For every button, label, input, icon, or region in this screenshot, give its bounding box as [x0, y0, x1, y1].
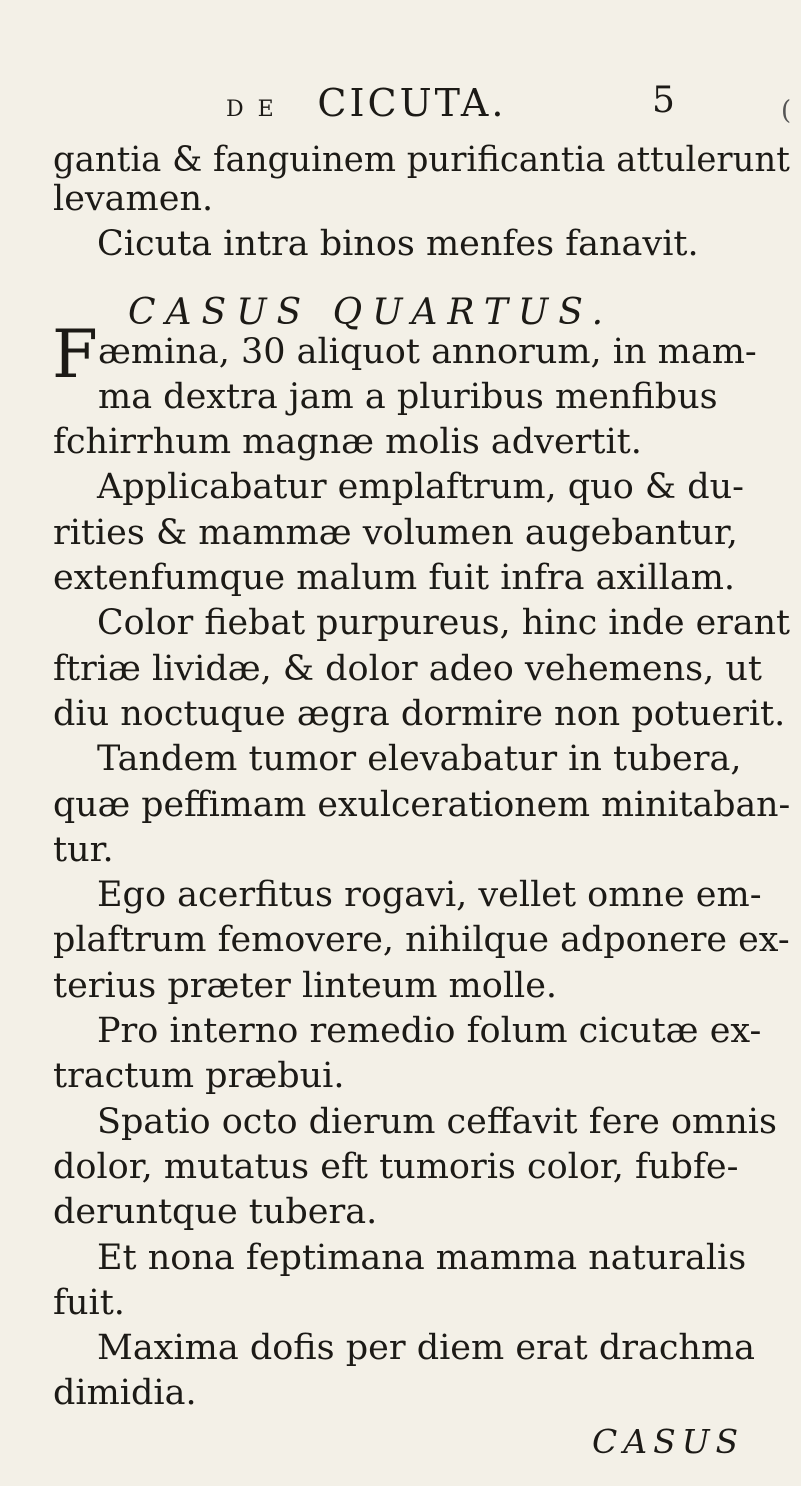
catchword: CASUS	[592, 1422, 745, 1461]
text-line: Pro interno remedio folum cicutæ ex-	[97, 1011, 762, 1051]
text-line: Ego acerfitus rogavi, vellet omne em-	[97, 875, 762, 915]
text-line: fuit.	[53, 1283, 125, 1323]
text-line: Spatio octo dierum ceffavit fere omnis	[97, 1102, 777, 1142]
text-line: extenfumque malum fuit infra axillam.	[53, 558, 736, 598]
text-line: quæ peffimam exulcerationem minitaban-	[53, 785, 791, 825]
text-line: gantia & fanguinem purificantia attulerunt	[53, 140, 790, 180]
text-line: rities & mammæ volumen augebantur,	[53, 513, 738, 553]
text-line: diu noctuque ægra dormire non potuerit.	[53, 694, 786, 734]
text-line: deruntque tubera.	[53, 1192, 378, 1232]
text-line: ma dextra jam a pluribus menfibus	[98, 377, 718, 417]
text-line: dimidia.	[53, 1373, 197, 1413]
running-head-prefix: DE	[226, 97, 288, 122]
text-line: tractum præbui.	[53, 1056, 345, 1096]
text-line: dolor, mutatus eft tumoris color, fubfe-	[53, 1147, 739, 1187]
text-line: Cicuta intra binos menfes fanavit.	[97, 224, 699, 264]
text-line: ftriæ lividæ, & dolor adeo vehemens, ut	[53, 649, 762, 689]
text-line: Et nona feptimana mamma naturalis	[97, 1238, 747, 1278]
text-line: tur.	[53, 830, 114, 870]
text-line: levamen.	[53, 179, 214, 219]
drop-cap: F	[52, 316, 98, 393]
text-line: fchirrhum magnæ molis advertit.	[53, 422, 642, 462]
text-line: plaftrum femovere, nihilque adponere ex-	[53, 920, 790, 960]
text-line: Tandem tumor elevabatur in tubera,	[97, 739, 742, 779]
text-line: terius præter linteum molle.	[53, 966, 558, 1006]
page-number: 5	[652, 80, 675, 121]
text-line: Color fiebat purpureus, hinc inde erant	[97, 603, 791, 643]
running-head-title: CICUTA.	[317, 81, 507, 125]
text-line: æmina, 30 aliquot annorum, in mam-	[98, 332, 757, 372]
running-head	[226, 80, 646, 126]
case-heading: CASUS QUARTUS.	[128, 292, 614, 333]
text-line: Maxima dofis per diem erat drachma	[97, 1328, 756, 1368]
margin-mark: (	[781, 96, 792, 126]
text-line: Applicabatur emplaftrum, quo & du-	[97, 467, 744, 507]
